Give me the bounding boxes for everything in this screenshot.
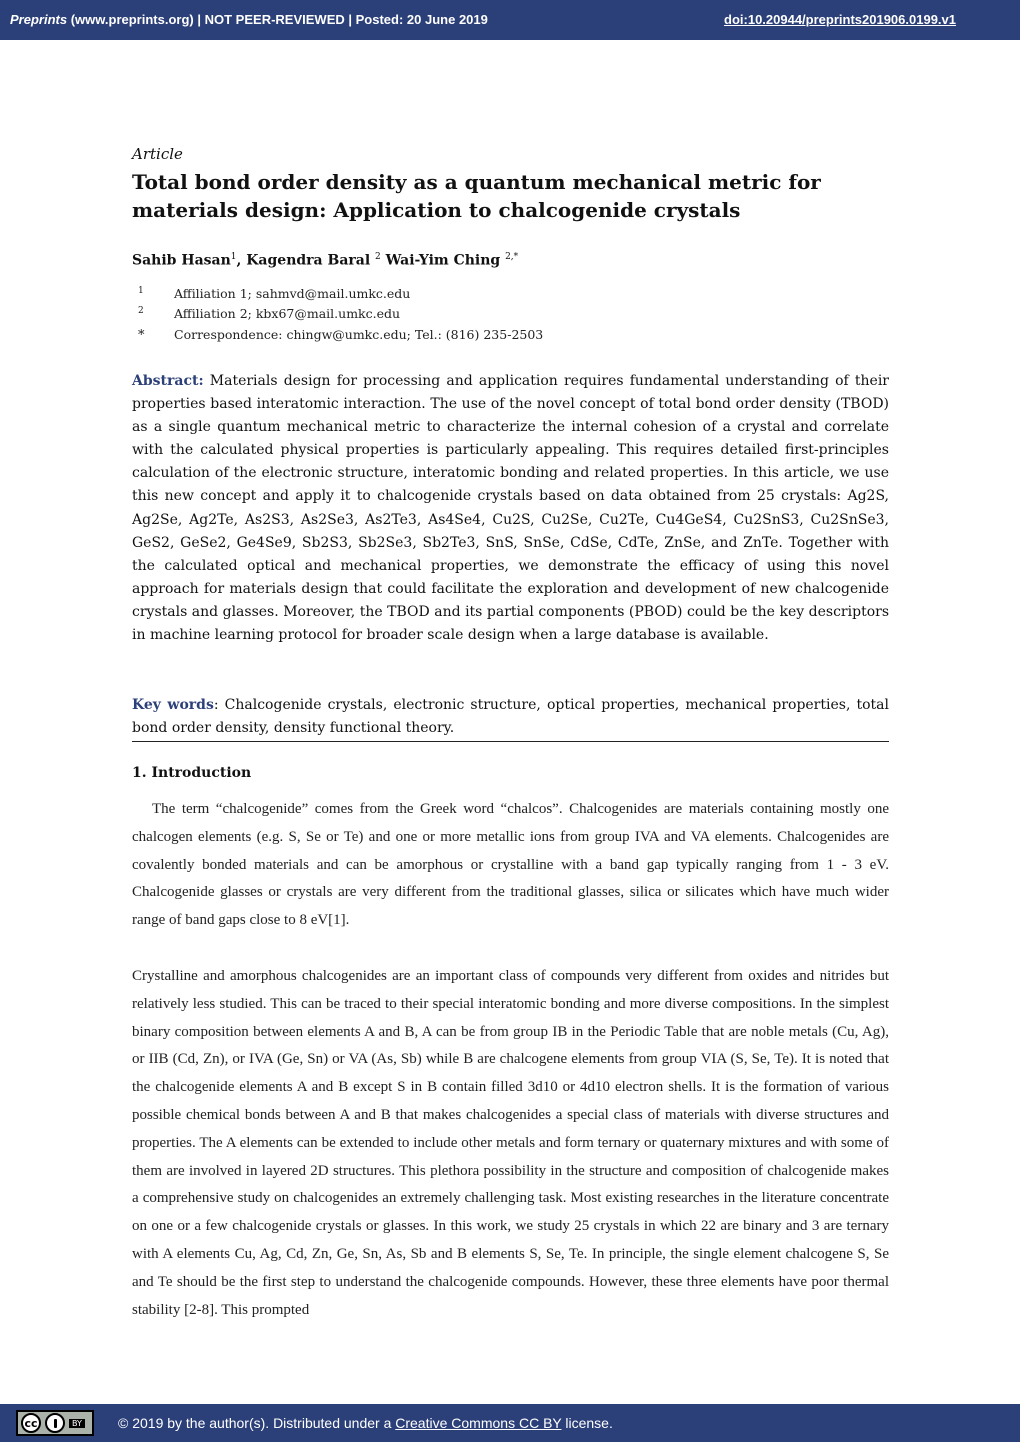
license-suffix: license. bbox=[565, 1415, 613, 1431]
author-affiliation-mark: 2,* bbox=[505, 252, 519, 262]
attribution-person-icon bbox=[45, 1413, 65, 1433]
abstract-text: Materials design for processing and application requires fundamental understanding of their properties based interatomic interaction. The use of the novel concept of total bond order density (TBOD) as a single quantum mechanical metric to characterize the internal cohesion of a crystal and correlate with the calculated physical properties is particularly appealing. This requires detailed first-principles calculation of the electronic structure, interatomic bonding and related properties. In this article, we use this new concept and apply it to chalcogenide crystals based on data obtained from 25 crystals: Ag2S, Ag2Se, Ag2Te, As2S3, As2Se3, As2Te3, As4Se4, Cu2S, Cu2Se, Cu2Te, Cu4GeS4, Cu2SnS3, Cu2SnSe3, GeS2, GeSe2, Ge4Se9, Sb2S3, Sb2Se3, Sb2Te3, SnS, SnSe, CdSe, CdTe, ZnSe, and ZnTe. Together with the calculated optical and mechanical properties, we demonstrate the efficacy of using this novel approach for materials design that could facilitate the exploration and development of new chalcogenide crystals and glasses. Moreover, the TBOD and its partial components (PBOD) could be the key descriptors in machine learning protocol for broader scale design when a large database is available. bbox=[132, 373, 889, 644]
posted-date: Posted: 20 June 2019 bbox=[355, 12, 488, 27]
author-affiliation-mark: 2 bbox=[375, 252, 381, 262]
body-paragraph: Crystalline and amorphous chalcogenides are an important class of compounds very different from oxides and nitrides but relatively less studied. This can be traced to their special interatomic bonding and more diverse compositions. In the simplest binary composition between elements A and B, A can be from group IB in the Periodic Table that are noble metals (Cu, Ag), or IIB (Cd, Zn), or IVA (Ge, Sn) or VA (As, Sb) while B are chalcogene elements from group VIA (S, Se, Te). It is noted that the chalcogenide elements A and B except S in B contain filled 3d10 or 4d10 electron shells. It is the formation of various possible chemical bonds between A and B that makes chalcogenides a special class of materials with diverse structures and properties. The A elements can be extended to include other metals and form ternary or quaternary mixtures and with some of them are involved in layered 2D structures. This plethora possibility in the structure and composition of chalcogenide makes a comprehensive study on chalcogenides an extremely challenging task. Most existing researches in the literature concentrate on one or a few chalcogenide crystals or glasses. In this work, we study 25 crystals in which 22 are binary and 3 are ternary with A elements Cu, Ag, Cd, Zn, Ge, Sn, As, Sb and B elements S, Se, Te. In principle, the single element chalcogene S, Se and Te should be the first step to understand the chalcogenide compounds. However, these three elements have poor thermal stability [2-8]. This prompted bbox=[132, 968, 889, 1318]
correspondence-mark: * bbox=[138, 328, 145, 343]
paper-title: Total bond order density as a quantum mechanical metric for materials design: Application to chalcogenide crystals bbox=[132, 170, 821, 222]
review-status: NOT PEER-REVIEWED bbox=[204, 12, 345, 27]
author-separator: , bbox=[236, 252, 242, 269]
affiliation-line bbox=[138, 286, 410, 301]
affiliation-mark: 1 bbox=[138, 286, 144, 296]
correspondence-text: Correspondence: chingw@umkc.edu; Tel.: (816) 235-2503 bbox=[174, 327, 544, 342]
affiliation-mark: 2 bbox=[138, 306, 144, 316]
author-name: Sahib Hasan bbox=[132, 252, 231, 269]
keywords bbox=[132, 694, 889, 742]
doi-link[interactable]: doi:10.20944/preprints201906.0199.v1 bbox=[724, 12, 956, 27]
affiliation-text: Affiliation 1; sahmvd@mail.umkc.edu bbox=[174, 286, 411, 302]
abstract-label: Abstract: bbox=[132, 373, 204, 389]
affiliation-text: Affiliation 2; kbx67@mail.umkc.edu bbox=[174, 306, 401, 322]
footer-text bbox=[118, 1415, 613, 1431]
site-url[interactable]: (www.preprints.org) bbox=[70, 12, 194, 27]
cc-by-badge[interactable] bbox=[16, 1410, 94, 1436]
section-heading: 1. Introduction bbox=[132, 765, 252, 781]
author-list bbox=[132, 252, 518, 269]
abstract bbox=[132, 370, 889, 647]
cc-logo-icon: cc bbox=[21, 1413, 41, 1433]
preprint-header-bar bbox=[0, 0, 1020, 40]
separator: | bbox=[197, 12, 201, 27]
keywords-label: Key words bbox=[132, 697, 214, 713]
author-name: Wai-Yim Ching bbox=[385, 252, 501, 269]
author-affiliation-mark: 1 bbox=[230, 252, 237, 262]
brand-name: Preprints bbox=[10, 12, 68, 27]
license-link[interactable]: Creative Commons CC BY bbox=[395, 1415, 562, 1431]
correspondence-line bbox=[138, 327, 543, 343]
by-label: BY bbox=[69, 1419, 85, 1428]
author-name: Kagendra Baral bbox=[246, 252, 371, 269]
header-left bbox=[10, 12, 488, 27]
affiliation-line bbox=[138, 306, 400, 321]
body-paragraph: The term “chalcogenide” comes from the Greek word “chalcos”. Chalcogenides are materials containing mostly one chalcogen elements (e.g. S, Se or Te) and one or more metallic ions from group IVA and VA elements. Chalcogenides are covalently bonded materials and can be amorphous or crystalline with a band gap typically ranging from 1 - 3 eV. Chalcogenide glasses or crystals are very different from the traditional glasses, silica or silicates which have much wider range of band gaps close to 8 eV[1]. bbox=[132, 801, 889, 929]
keywords-text: : Chalcogenide crystals, electronic structure, optical properties, mechanical properties, total bond order density, density functional theory. bbox=[132, 697, 889, 736]
article-type: Article bbox=[132, 145, 183, 163]
license-footer bbox=[0, 1404, 1020, 1442]
separator: | bbox=[348, 12, 353, 27]
copyright-text: © 2019 by the author(s). Distributed under a bbox=[118, 1415, 392, 1431]
